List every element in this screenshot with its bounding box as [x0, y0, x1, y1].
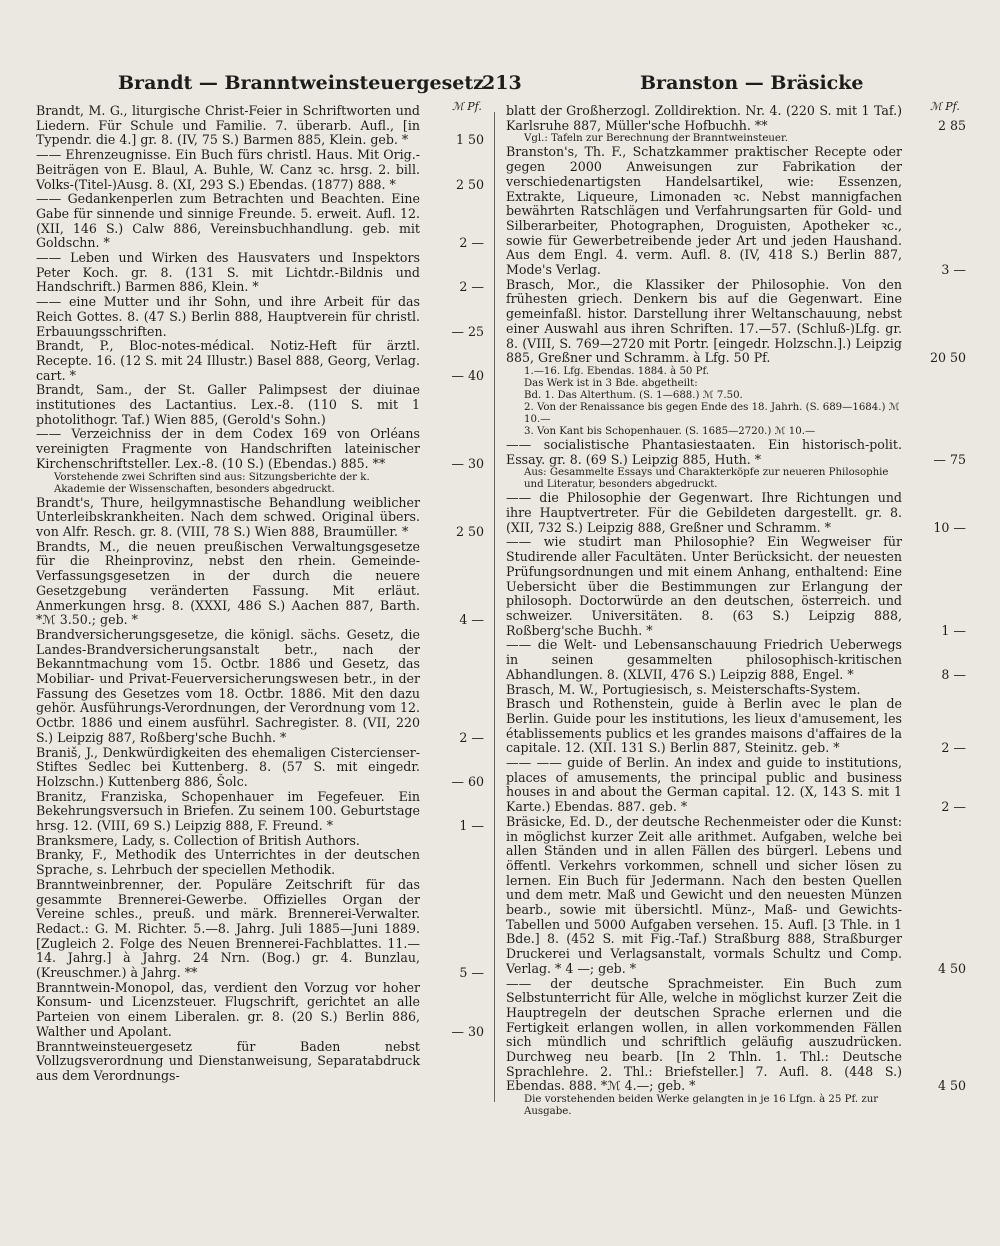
entry-text: Branntweinsteuergesetz für Baden nebst Vollzugsverordnung und Dienstanweisung, Separatabdruck aus dem Verordnungs-: [36, 1038, 420, 1083]
entry-price: 2 —: [941, 740, 966, 756]
entry-text: Brasch, M. W., Portugiesisch, s. Meisterschafts-System.: [506, 681, 861, 697]
entry-price: — 30: [451, 1023, 484, 1039]
entry-text: Branksmere, Lady, s. Collection of British Authors.: [36, 832, 360, 848]
entry-text: —— der deutsche Sprachmeister. Ein Buch zum Selbstunterricht für Alle, welche in möglichst kurzer Zeit die Hauptregeln der deutschen Sprache erlernen und die Fertigkeit erlangen wollen, in allen vorkommenden Fällen sich mündlich und schriftlich geläufig auszudrücken. Durchweg neu bearb. [In 2 Thln. 1. Thl.: Deutsche Sprachlehre. 2. Thl.: Briefsteller.] 7. Aufl. 8. (448 S.) Ebendas. 888. *ℳ 4.—; geb. *: [506, 975, 902, 1094]
entry-text: —— eine Mutter und ihr Sohn, und ihre Arbeit für das Reich Gottes. 8. (47 S.) Berlin 888, Hauptverein für christl. Erbauungsschriften.: [36, 294, 420, 339]
entry-price: 4 50: [937, 960, 966, 976]
entry-price: 2 —: [459, 235, 484, 251]
catalog-entry: [36, 834, 484, 849]
entry-text: —— Gedankenperlen zum Betrachten und Beachten. Eine Gabe für sinnende und sinnige Freunde. 5. erweit. Aufl. 12. (XII, 146 S.) Calw 886, Vereinsbuchhandlung. geb. mit Goldschn. *: [36, 191, 420, 251]
entry-text: Branntweinbrenner, der. Populäre Zeitschrift für das gesammte Brennerei-Gewerbe. Offizielles Organ der Vereine schles., preuß. und märk. Brennerei-Verwalter. Redact.: G. M. Richter. 5.—8. Jahrg. Juli 1885—Juni 1889. [Zugleich 2. Folge des Neuen Brennerei-Fachblattes. 11.—14. Jahrg.] à Jahrg. 24 Nrn. (Bog.) gr. 4. Bunzlau, (Kreuschmer.) à Jahrg. **: [36, 876, 420, 981]
entry-text: Branston's, Th. F., Schatzkammer praktischer Recepte oder gegen 2000 Anweisungen zur Fabrikation der verschiedenartigsten Handelsartikel, wie: Essenzen, Extrakte, Liqueure, Limonaden ꝛc. Nebst mannigfachen bewährten Ratschlägen und Verfahrungsarten für Gold- und Silberarbeiter, Photographen, Droguisten, Apotheker ꝛc., sowie für Gewerbetreibende jeder Art und jeden Haushand. Aus dem Engl. 4. verm. Aufl. 8. (IV, 418 S.) Berlin 887, Mode's Verlag.: [506, 144, 902, 278]
entry-price: 2 50: [455, 523, 484, 539]
entry-text: Brandt, P., Bloc-notes-médical. Notiz-Heft für ärztl. Recepte. 16. (12 S. mit 24 Illustr.) Basel 888, Georg, Verlag. cart. *: [36, 338, 420, 383]
left-column: [36, 104, 484, 1084]
entry-text: —— wie studirt man Philosophie? Ein Wegweiser für Studirende aller Facultäten. Unter Berücksicht. der neuesten Prüfungsordnungen und mit einem Anhang, enthaltend: Eine Uebersicht über die Bestimmungen zur Erlangung der philosoph. Doctorwürde an den deutschen, österreich. und schweizer. Universitäten. 8. (63 S.) Leipzig 888, Roßberg'sche Buchh. *: [506, 534, 902, 638]
entry-price: 2 —: [459, 279, 484, 295]
catalog-entry: [506, 638, 966, 682]
footnote: Vgl.: Tafeln zur Berechnung der Branntweinsteuer.: [524, 133, 788, 145]
entry-price: 8 —: [941, 666, 966, 682]
catalog-entry: [506, 438, 966, 467]
entry-text: Branitz, Franziska, Schopenhauer im Fegefeuer. Ein Bekehrungsversuch in Briefen. Zu seinem 100. Geburtstage hrsg. 12. (VIII, 69 S.) Leipzig 888, F. Freund. *: [36, 788, 420, 834]
entry-price: 2 —: [459, 729, 484, 745]
catalog-entry: [506, 145, 966, 277]
footnote: Das Werk ist in 3 Bde. abgetheilt:: [524, 377, 698, 389]
catalog-entry: [36, 628, 484, 746]
entry-text: Braniš, J., Denkwürdigkeiten des ehemaligen Cistercienser-Stiftes Sedlec bei Kuttenberg. 8. (57 S. mit eingedr. Holzschn.) Kuttenberg 886, Šolc.: [36, 744, 420, 789]
entry-price: 1 50: [455, 132, 484, 148]
footnote: Vorstehende zwei Schriften sind aus: Sitzungsberichte der k. Akademie der Wissenschaften, besonders abgedruckt.: [54, 471, 370, 495]
footnote: 1.—16. Lfg. Ebendas. 1884. à 50 Pf.: [524, 365, 710, 377]
entry-text: Brandt, Sam., der St. Galler Palimpsest der diuinae institutiones des Lactantius. Lex.-8. (110 S. mit 1 photolithogr. Taf.) Wien 885, (Gerold's Sohn.): [36, 382, 420, 427]
entry-text: Brasch, Mor., die Klassiker der Philosophie. Von den frühesten griech. Denkern bis auf die Gegenwart. Eine gemeinfaßl. histor. Darstellung ihrer Weltanschauung, nebst einer Auswahl aus ihren Schriften. 17.—57. (Schluß-)Lfg. gr. 8. (VIII, S. 769—2720 mit Portr. [eingedr. Holzschn.].) Leipzig 885, Greßner und Schramm. à Lfg. 50 Pf.: [506, 276, 902, 366]
entry-text: —— die Welt- und Lebensanschauung Friedrich Ueberwegs in seinen gesammelten philosophisch-kritischen Abhandlungen. 8. (XLVII, 476 S.) Leipzig 888, Engel. *: [506, 637, 902, 682]
entry-price: 10 —: [933, 519, 966, 535]
entry-price: 2 85: [937, 117, 966, 133]
catalog-entry: [36, 251, 484, 295]
entry-price: 20 50: [929, 350, 966, 366]
entry-price: — 30: [451, 455, 484, 471]
catalog-entry: [36, 148, 484, 192]
footnote: Bd. 1. Das Alterthum. (S. 1—688.) ℳ 7.50.: [524, 389, 743, 401]
catalog-entry: [36, 496, 484, 540]
entry-text: Brandversicherungsgesetze, die königl. sächs. Gesetz, die Landes-Brandversicherungsanstalt betr., nach der Bekanntmachung vom 15. Octbr. 1886 und Gesetz, das Mobiliar- und Privat-Feuerversicherungswesen betr., in der Fassung des Gesetzes vom 18. Octbr. 1886. Mit den dazu gehör. Ausführungs-Verordnungen, der Verordnung vom 12. Octbr. 1886 und einem ausführl. Sachregister. 8. (VII, 220 S.) Leipzig 887, Roßberg'sche Buchh. *: [36, 626, 420, 745]
entry-text: —— socialistische Phantasiestaaten. Ein historisch-polit. Essay. gr. 8. (69 S.) Leipzig 885, Huth. *: [506, 436, 902, 467]
catalog-entry: [36, 981, 484, 1040]
entry-text: —— Ehrenzeugnisse. Ein Buch fürs christl. Haus. Mit Orig.-Beiträgen von E. Blaul, A. Buhle, W. Canz ꝛc. hrsg. 2. bill. Volks-(Titel-)Ausg. 8. (XI, 293 S.) Ebendas. (1877) 888. *: [36, 147, 420, 192]
entry-text: Brandts, M., die neuen preußischen Verwaltungsgesetze für die Rheinprovinz, nebst den rhein. Gemeinde-Verfassungsgesetzen in der durch die neuere Gesetzgebung veränderten Fassung. Mit erläut. Anmerkungen hrsg. 8. (XXXI, 486 S.) Aachen 887, Barth. *ℳ 3.50.; geb. *: [36, 538, 420, 628]
entry-text: Brandt, M. G., liturgische Christ-Feier in Schriftworten und Liedern. Für Schule und Familie. 7. überarb. Aufl., [in Typendr. die 4.] gr. 8. (IV, 75 S.) Barmen 885, Klein. geb. *: [36, 103, 420, 148]
entry-text: Brasch und Rothenstein, guide à Berlin avec le plan de Berlin. Guide pour les institutions, les lieux d'amusement, les établissements publics et les grandes maisons d'affaires de la capitale. 12. (XII. 131 S.) Berlin 887, Steinitz. geb. *: [506, 696, 902, 756]
entry-price: 4 50: [937, 1078, 966, 1094]
catalog-entry: [506, 491, 966, 535]
footnote: 3. Von Kant bis Schopenhauer. (S. 1685—2720.) ℳ 10.—: [524, 425, 816, 437]
entry-price: 5 —: [459, 965, 484, 981]
catalog-entry: [506, 756, 966, 815]
entry-text: Bräsicke, Ed. D., der deutsche Rechenmeister oder die Kunst: in möglichst kurzer Zeit alle arithmet. Aufgaben, welche bei allen Ständen und in allen Fällen des bürgerl. Lebens und öffentl. Verkehrs vorkommen, schnell und sicher lösen zu lernen. Ein Buch für Jedermann. Nach den besten Quellen und dem metr. Maß und Gewicht und den neuesten Münzen bearb., sowie mit übersichtl. Münz-, Maß- und Gewichts-Tabellen und 5000 Aufgaben versehen. 15. Aufl. [3 Thle. in 1 Bde.] 8. (452 S. mit Fig.-Taf.) Straßburg 888, Straßburger Druckerei und Verlagsanstalt, vormals Schultz und Comp. Verlag. * 4 —; geb. *: [506, 813, 902, 976]
catalog-entry: [36, 878, 484, 981]
entry-price: — 25: [451, 323, 484, 339]
catalog-entry: [36, 746, 484, 790]
catalog-entry: [506, 535, 966, 638]
entry-text: Brandt's, Thure, heilgymnastische Behandlung weiblicher Unterleibskrankheiten. Nach dem schwed. Original übers. von Alfr. Resch. gr. 8. (VIII, 78 S.) Wien 888, Braumüller. *: [36, 494, 420, 539]
entry-price: 1 —: [941, 622, 966, 638]
catalog-entry: [36, 790, 484, 834]
entry-price: 3 —: [941, 262, 966, 278]
catalog-entry: [36, 295, 484, 339]
entry-price: 2 —: [941, 799, 966, 815]
entry-price: — 75: [933, 451, 966, 467]
catalog-entry: [506, 697, 966, 756]
running-head-right: Branston — Bräsicke: [640, 72, 864, 94]
catalog-entry: [506, 278, 966, 366]
entry-text: Branky, F., Methodik des Unterrichtes in der deutschen Sprache, s. Lehrbuch der speciellen Methodik.: [36, 847, 420, 878]
catalog-entry: [36, 104, 484, 148]
footnote: Die vorstehenden beiden Werke gelangten in je 16 Lfgn. à 25 Pf. zur Ausgabe.: [524, 1094, 879, 1118]
catalog-entry: [36, 540, 484, 628]
entry-price: 4 —: [459, 612, 484, 628]
catalog-entry: [506, 815, 966, 977]
price-column-label-left: ℳ Pf.: [452, 100, 482, 113]
catalog-entry: [506, 683, 966, 698]
catalog-entry: [36, 427, 484, 471]
catalog-entry: [36, 848, 484, 877]
entry-text: Branntwein-Monopol, das, verdient den Vorzug vor hoher Konsum- und Licenzsteuer. Flugschrift, gerichtet an alle Parteien von einem Liberalen. gr. 8. (20 S.) Berlin 886, Walther und Apolant.: [36, 979, 420, 1039]
price-column-label-right: ℳ Pf.: [930, 100, 960, 113]
entry-text: —— Verzeichniss der in dem Codex 169 von Orléans vereinigten Fragmente von Handschriften lateinischer Kirchenschriftsteller. Lex.-8. (10 S.) (Ebendas.) 885. **: [36, 426, 420, 471]
catalog-entry: [36, 339, 484, 383]
catalog-entry: [506, 977, 966, 1095]
footnote: 2. Von der Renaissance bis gegen Ende des 18. Jahrh. (S. 689—1684.) ℳ 10.—: [524, 401, 900, 425]
entry-price: 2 50: [455, 176, 484, 192]
catalog-entry: [506, 104, 966, 133]
running-head-left: Brandt — Branntweinsteuergesetz: [118, 72, 484, 94]
catalog-entry: [36, 1040, 484, 1084]
entry-text: blatt der Großherzogl. Zolldirektion. Nr. 4. (220 S. mit 1 Taf.) Karlsruhe 887, Müller'sche Hofbuchh. **: [506, 103, 902, 133]
page-number: 213: [482, 72, 522, 94]
entry-text: —— —— guide of Berlin. An index and guide to institutions, places of amusements, the principal public and business houses in and about the German capital. 12. (X, 143 S. mit 1 Karte.) Ebendas. 887. geb. *: [506, 755, 902, 815]
catalog-entry: [36, 383, 484, 427]
entry-text: —— Leben und Wirken des Hausvaters und Inspektors Peter Koch. gr. 8. (131 S. mit Lichtdr.-Bildnis und Handschrift.) Barmen 886, Klein. *: [36, 250, 420, 295]
right-column: [506, 104, 966, 1118]
footnote: Aus: Gesammelte Essays und Charakterköpfe zur neueren Philosophie und Literatur, besonders abgedruckt.: [524, 467, 889, 491]
entry-text: —— die Philosophie der Gegenwart. Ihre Richtungen und ihre Hauptvertreter. Für die Gebildeten dargestellt. gr. 8. (XII, 732 S.) Leipzig 888, Greßner und Schramm. *: [506, 490, 902, 535]
column-divider: [494, 112, 495, 1102]
entry-price: 1 —: [459, 818, 484, 834]
catalog-entry: [36, 192, 484, 251]
entry-price: — 60: [451, 773, 484, 789]
entry-price: — 40: [451, 367, 484, 383]
